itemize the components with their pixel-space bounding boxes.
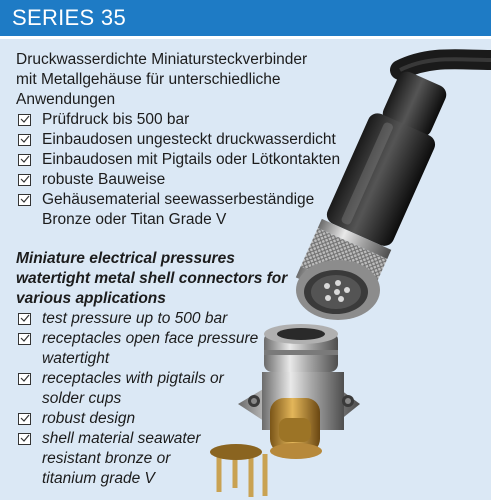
checkbox-check-icon <box>18 413 31 425</box>
header-bar <box>0 0 491 36</box>
english-section <box>14 249 344 489</box>
checkbox-check-icon <box>18 433 31 445</box>
checkbox-check-icon <box>18 333 31 345</box>
series-title: SERIES 35 <box>12 5 126 30</box>
list-item: Prüfdruck bis 500 bar <box>14 110 344 130</box>
checkbox-check-icon <box>18 114 31 126</box>
checkbox-check-icon <box>18 174 31 186</box>
list-item: shell material seawater resistant bronze or titanium grade V <box>14 429 344 489</box>
checkbox-check-icon <box>18 134 31 146</box>
list-item: Gehäusematerial seewasserbeständige Bronze oder Titan Grade V <box>14 190 344 230</box>
checkbox-check-icon <box>18 154 31 166</box>
list-item: robust design <box>14 409 344 429</box>
list-item: Einbaudosen ungesteckt druckwasserdicht <box>14 130 344 150</box>
german-intro: Druckwasserdichte Miniatursteckverbinder mit Metallgehäuse für unterschiedliche Anwendungen <box>16 51 308 108</box>
text-panel <box>14 50 344 489</box>
checkbox-check-icon <box>18 373 31 385</box>
checkbox-check-icon <box>18 313 31 325</box>
checkbox-check-icon <box>18 194 31 206</box>
german-section <box>14 50 344 230</box>
english-intro: Miniature electrical pressures watertight metal shell connectors for various applications <box>16 250 288 307</box>
list-item: receptacles with pigtails or solder cups <box>14 369 344 409</box>
german-feature-list <box>14 110 344 230</box>
list-item: test pressure up to 500 bar <box>14 309 344 329</box>
list-item: robuste Bauweise <box>14 170 344 190</box>
english-feature-list <box>14 309 344 489</box>
list-item: Einbaudosen mit Pigtails oder Lötkontakten <box>14 150 344 170</box>
list-item: receptacles open face pressure watertight <box>14 329 344 369</box>
